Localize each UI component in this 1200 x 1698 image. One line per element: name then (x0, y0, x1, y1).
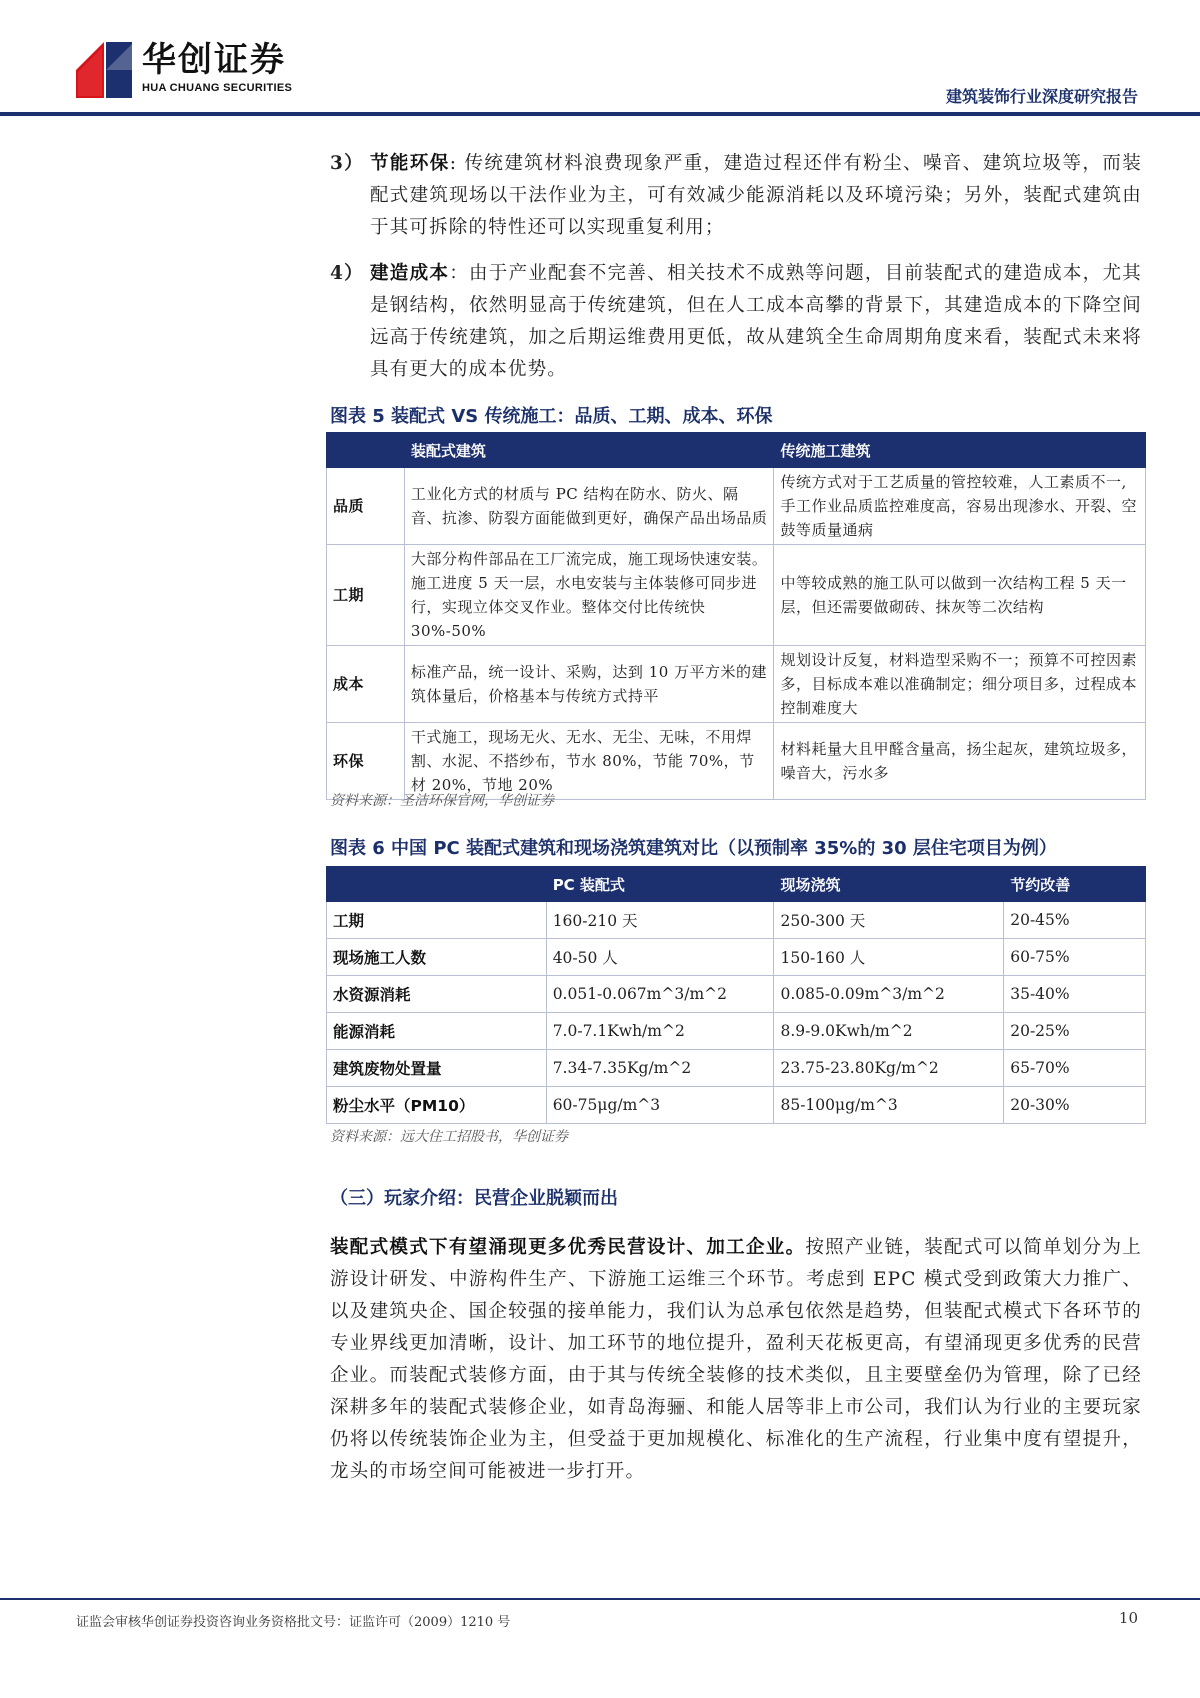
cast-cell: 150-160 人 (774, 939, 1004, 976)
cast-cell: 85-100μg/m^3 (774, 1087, 1004, 1124)
row-label: 水资源消耗 (327, 976, 547, 1013)
row-label: 工期 (327, 902, 547, 939)
paragraph-text: ：由于产业配套不完善、相关技术不成熟等问题，目前装配式的建造成本，尤其是钢结构，依然明显高于传统建筑，但在人工成本高攀的背景下，其建造成本的下降空间远高于传统建筑，加之后期运维费用更低，故从建筑全生命周期角度来看，装配式未来将具有更大的成本优势。 (370, 263, 1142, 380)
cast-cell: 8.9-9.0Kwh/m^2 (774, 1013, 1004, 1050)
figure-6-title: 图表 6 中国 PC 装配式建筑和现场浇筑建筑对比（以预制率 35%的 30 层住宅项目为例） (330, 838, 1057, 859)
paragraph-text: : 传统建筑材料浪费现象严重，建造过程还伴有粉尘、噪音、建筑垃圾等，而装配式建筑现场以干法作业为主，可有效减少能源消耗以及环境污染；另外，装配式建筑由于其可拆除的特性还可以实现重复利用； (370, 153, 1142, 238)
table-row (327, 902, 1146, 939)
table-header-cell: 节约改善 (1004, 867, 1146, 902)
figure-6-table (326, 866, 1146, 1124)
paragraph-lead: 建造成本 (370, 263, 450, 284)
table-row (327, 1087, 1146, 1124)
section-lead: 装配式模式下有望涌现更多优秀民营设计、加工企业。 (330, 1237, 806, 1258)
traditional-cell: 传统方式对于工艺质量的管控较难，人工素质不一,手工作业品质监控难度高，容易出现渗水、开裂、空鼓等质量通病 (774, 468, 1146, 545)
pc-cell: 40-50 人 (546, 939, 774, 976)
pc-cell: 160-210 天 (546, 902, 774, 939)
paragraph-lead: 节能环保 (370, 153, 450, 174)
page-header (0, 0, 1200, 120)
cast-cell: 23.75-23.80Kg/m^2 (774, 1050, 1004, 1087)
table-header-cell (327, 433, 405, 468)
pc-cell: 0.051-0.067m^3/m^2 (546, 976, 774, 1013)
saving-cell: 60-75% (1004, 939, 1146, 976)
logo-mark-icon (76, 40, 134, 98)
logo-english-name: HUA CHUANG SECURITIES (142, 82, 293, 94)
table-header-cell: 传统施工建筑 (774, 433, 1146, 468)
table-row (327, 939, 1146, 976)
row-label: 品质 (327, 468, 405, 545)
row-label: 现场施工人数 (327, 939, 547, 976)
paragraph-construction-cost (330, 258, 1142, 386)
table-header-cell: 现场浇筑 (774, 867, 1004, 902)
section-heading: （三）玩家介绍：民营企业脱颖而出 (330, 1188, 618, 1209)
figure-5-table (326, 432, 1146, 800)
table-row (327, 1050, 1146, 1087)
table-header-cell: 装配式建筑 (404, 433, 774, 468)
footer-divider (0, 1598, 1200, 1600)
saving-cell: 20-30% (1004, 1087, 1146, 1124)
report-title: 建筑装饰行业深度研究报告 (945, 87, 1138, 106)
table-row (327, 468, 1146, 545)
row-label: 建筑废物处置量 (327, 1050, 547, 1087)
prefab-cell: 工业化方式的材质与 PC 结构在防水、防火、隔音、抗渗、防裂方面能做到更好，确保产品出场品质 (404, 468, 774, 545)
section-body (330, 1232, 1142, 1488)
saving-cell: 65-70% (1004, 1050, 1146, 1087)
pc-cell: 7.34-7.35Kg/m^2 (546, 1050, 774, 1087)
table-header-row (327, 433, 1146, 468)
pc-cell: 7.0-7.1Kwh/m^2 (546, 1013, 774, 1050)
figure-5-source: 资料来源：圣洁环保官网，华创证券 (330, 793, 554, 809)
traditional-cell: 规划设计反复，材料造型采购不一；预算不可控因素多，目标成本难以准确制定；细分项目多，过程成本控制难度大 (774, 646, 1146, 723)
row-label: 工期 (327, 545, 405, 646)
cast-cell: 250-300 天 (774, 902, 1004, 939)
table-header-row (327, 867, 1146, 902)
row-label: 粉尘水平（PM10） (327, 1087, 547, 1124)
table-row (327, 545, 1146, 646)
item-number: 4） (330, 263, 364, 284)
header-divider (0, 112, 1200, 116)
figure-6-source: 资料来源：远大住工招股书，华创证券 (330, 1129, 568, 1145)
saving-cell: 20-25% (1004, 1013, 1146, 1050)
prefab-cell: 大部分构件部品在工厂流完成，施工现场快速安装。施工进度 5 天一层，水电安装与主体装修可同步进行，实现立体交叉作业。整体交付比传统快 30%-50% (404, 545, 774, 646)
row-label: 环保 (327, 723, 405, 800)
page-number: 10 (1118, 1609, 1138, 1627)
cast-cell: 0.085-0.09m^3/m^2 (774, 976, 1004, 1013)
footer-license: 证监会审核华创证券投资咨询业务资格批文号：证监许可（2009）1210 号 (76, 1615, 511, 1630)
paragraph-energy-saving (330, 148, 1142, 244)
table-header-cell: PC 装配式 (546, 867, 774, 902)
traditional-cell: 材料耗量大且甲醛含量高，扬尘起灰，建筑垃圾多，噪音大，污水多 (774, 723, 1146, 800)
item-number: 3） (330, 153, 364, 174)
figure-5-title: 图表 5 装配式 VS 传统施工：品质、工期、成本、环保 (330, 406, 773, 427)
table-row (327, 646, 1146, 723)
section-text: 按照产业链，装配式可以简单划分为上游设计研发、中游构件生产、下游施工运维三个环节。考虑到 EPC 模式受到政策大力推广、以及建筑央企、国企较强的接单能力，我们认为总承包依然是趋势，但装配式模式下各环节的专业界线更加清晰，设计、加工环节的地位提升，盈利天花板更高，有望涌现更多优秀的民营企业。而装配式装修方面，由于其与传统全装修的技术类似，且主要壁垒仍为管理，除了已经深耕多年的装配式装修企业，如青岛海骊、和能人居等非上市公司，我们认为行业的主要玩家仍将以传统装饰企业为主，但受益于更加规模化、标准化的生产流程，行业集中度有望提升，龙头的市场空间可能被进一步打开。 (330, 1237, 1142, 1482)
traditional-cell: 中等较成熟的施工队可以做到一次结构工程 5 天一层，但还需要做砌砖、抹灰等二次结构 (774, 545, 1146, 646)
pc-cell: 60-75μg/m^3 (546, 1087, 774, 1124)
saving-cell: 35-40% (1004, 976, 1146, 1013)
row-label: 成本 (327, 646, 405, 723)
logo-chinese-name: 华创证券 (142, 40, 286, 80)
saving-cell: 20-45% (1004, 902, 1146, 939)
prefab-cell: 标准产品，统一设计、采购，达到 10 万平方米的建筑体量后，价格基本与传统方式持平 (404, 646, 774, 723)
table-row (327, 976, 1146, 1013)
company-logo (76, 40, 292, 100)
table-row (327, 1013, 1146, 1050)
table-header-cell (327, 867, 547, 902)
row-label: 能源消耗 (327, 1013, 547, 1050)
prefab-cell: 干式施工，现场无火、无水、无尘、无味，不用焊割、水泥、不搭纱布，节水 80%，节能 70%，节材 20%，节地 20% (404, 723, 774, 800)
table-row (327, 723, 1146, 800)
